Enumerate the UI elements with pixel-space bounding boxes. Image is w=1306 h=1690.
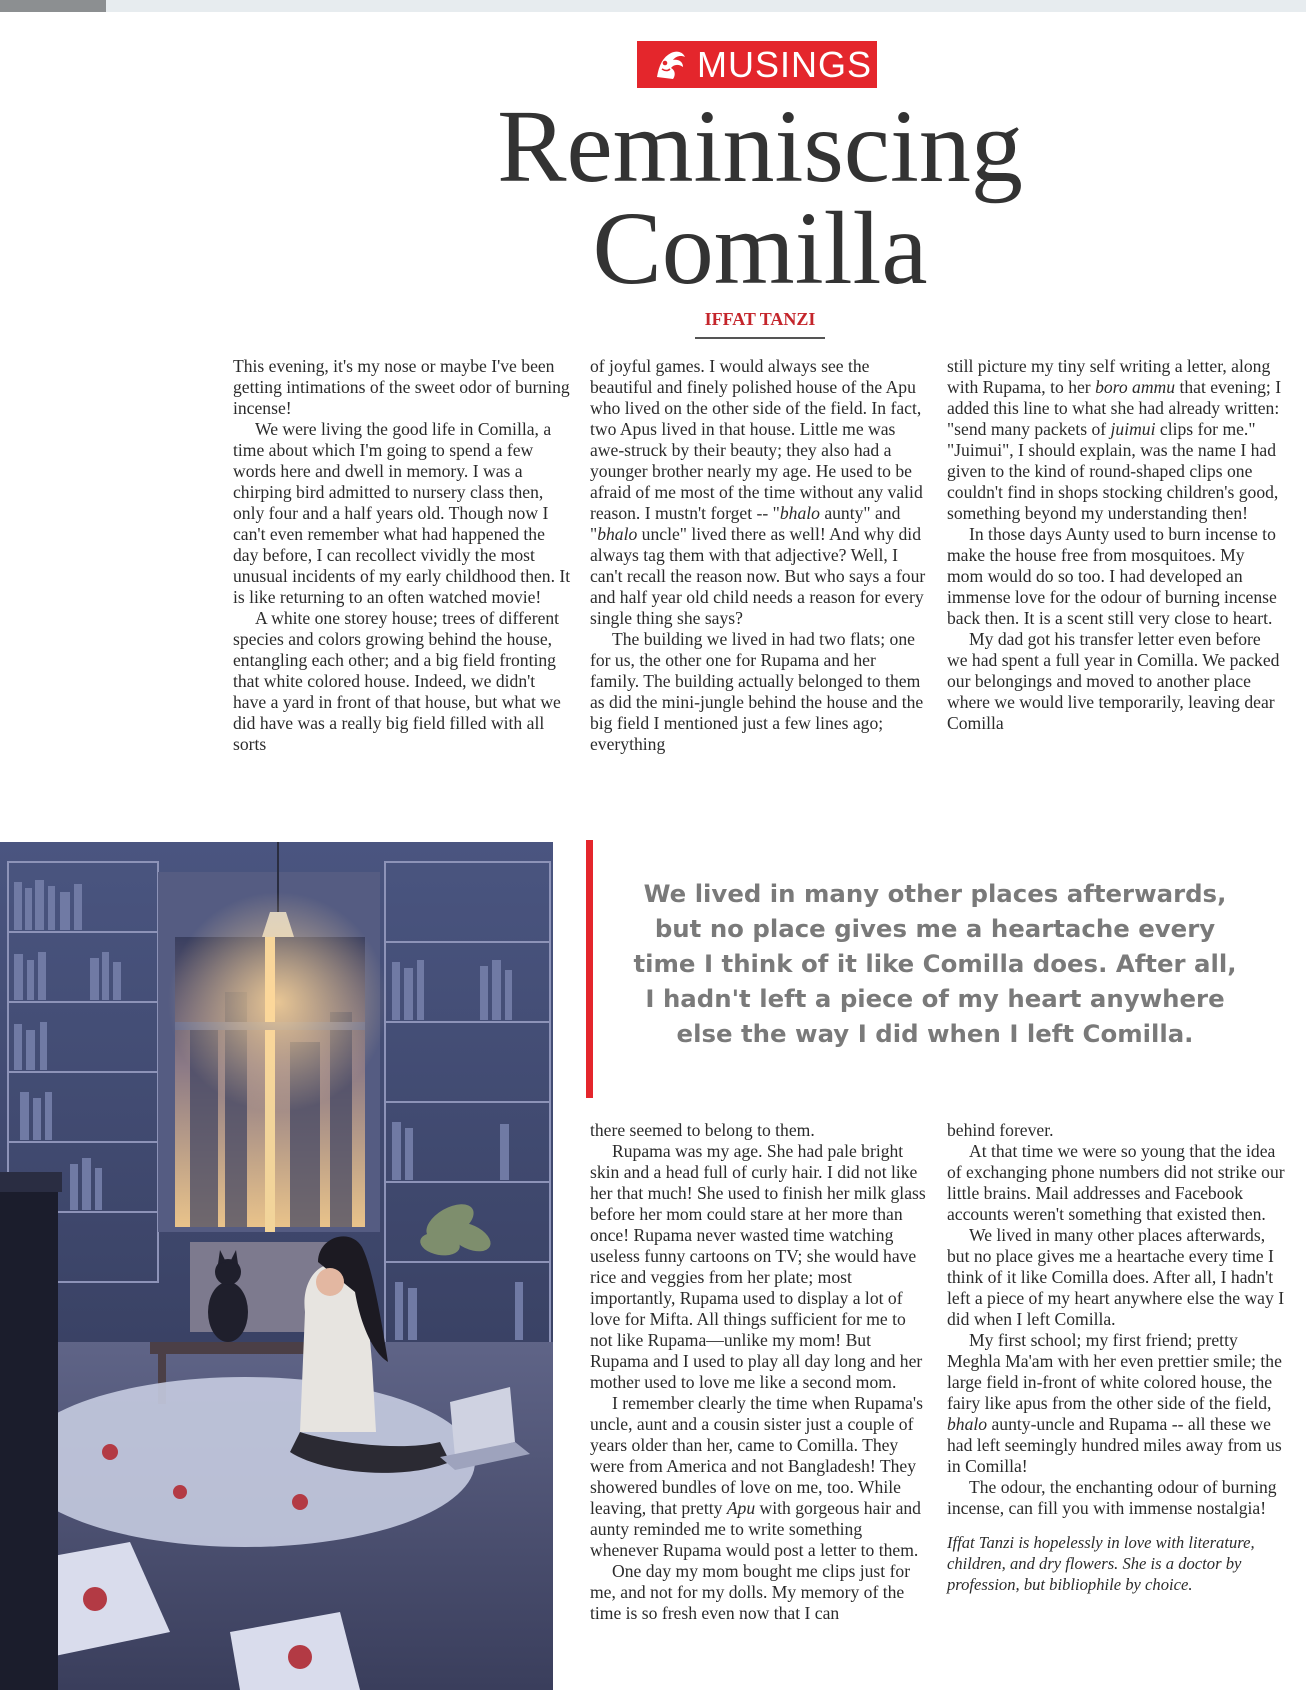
article-column-5 — [947, 1120, 1285, 1595]
pull-quote: We lived in many other places afterwards, but no place gives me a heartache every time I think of it like Comilla does. After all, I hadn't left a piece of my heart anywhere else the way I did when I left Comilla. — [633, 879, 1237, 1048]
pull-quote-bar — [586, 840, 593, 1098]
paragraph: behind forever. — [947, 1120, 1054, 1140]
musings-logo-icon — [653, 47, 689, 83]
headline: Reminiscing Comilla — [497, 89, 1023, 306]
paragraph: The building we lived in had two flats; one for us, the other one for Rupama and her family. The building actually belonged to them as did the mini-jungle behind the house and the big field I mentioned just a few lines ago; everything — [590, 629, 924, 754]
article-column-3 — [947, 356, 1285, 734]
paragraph: I remember clearly the time when Rupama's uncle, aunt and a cousin sister just a couple of years older than her, came to Comilla. They were from America and not Bangladesh! They showered bundles of love on me, too. While leaving, that pretty Apu with gorgeous hair and aunty reminded me to write something whenever Rupama would post a letter to them. — [590, 1393, 923, 1560]
author-bio: Iffat Tanzi is hopelessly in love with literature, children, and dry flowers. She is a doctor by profession, but bibliophile by choice. — [947, 1533, 1255, 1594]
section-tag — [637, 41, 877, 88]
byline: IFFAT TANZI — [704, 309, 816, 329]
paragraph: My dad got his transfer letter even before we had spent a full year in Comilla. We packed our belongings and moved to another place where we would live temporarily, leaving dear Comilla — [947, 629, 1280, 733]
paragraph: there seemed to belong to them. — [590, 1120, 815, 1140]
paragraph: My first school; my first friend; pretty Meghla Ma'am with her even prettier smile; the large field in-front of white colored house, the fairy like apus from the other side of the field, bhalo aunty-uncle and Rupama -- all these we had left seemingly hundred miles away from us in Comilla! — [947, 1330, 1282, 1476]
paragraph: Rupama was my age. She had pale bright skin and a head full of curly hair. I did not like her that much! She used to finish her milk glass before her mom could stare at her more than once! Rupama never wasted time watching useless funny cartoons on TV; she would have rice and veggies from her plate; most importantly, Rupama used to display a lot of love for Mifta. All things sufficient for me to not like Rupama—unlike my mom! But Rupama and I used to play all day long and her mother used to love me like a second mom. — [590, 1141, 926, 1392]
paragraph: In those days Aunty used to burn incense to make the house free from mosquitoes. My mom would do so too. I had developed an immense love for the odour of burning incense back then. It is a scent still very close to heart. — [947, 524, 1277, 628]
page-top-bar — [0, 0, 1306, 12]
paragraph: of joyful games. I would always see the beautiful and finely polished house of the Apu who lived on the other side of the field. In fact, two Apus lived in that house. Little me was awe-struck by their beauty; they also had a younger brother nearly my age. He used to be afraid of me most of the time without any valid reason. I mustn't forget -- "bhalo aunty" and "bhalo uncle" lived there as well! And why did always tag them with that adjective? Well, I can't recall the reason now. But who says a four and half year old child needs a reason for every single thing she says? — [590, 356, 926, 628]
page-top-bar-accent — [0, 0, 106, 12]
paragraph: still picture my tiny self writing a letter, along with Rupama, to her boro ammu that evening; I added this line to what she had already written: "send many packets of juimui clips for me." "Juimui", I should explain, was the name I had given to the kind of round-shaped clips one couldn't find in shops stocking children's good, something beyond my understanding then! — [947, 356, 1282, 523]
section-label: MUSINGS — [697, 44, 873, 85]
article-column-1 — [233, 356, 571, 755]
paragraph: We were living the good life in Comilla, a time about which I'm going to spend a few words here and dwell in memory. I was a chirping bird admitted to nursery class then, only four and a half years old. Though now I can't even remember what had happened the day before, I can recollect vividly the most unusual incidents of my early childhood then. It is like returning to an often watched movie! — [233, 419, 571, 607]
article-illustration — [0, 842, 553, 1690]
paragraph: The odour, the enchanting odour of burning incense, can fill you with immense nostalgia! — [947, 1477, 1277, 1518]
paragraph: We lived in many other places afterwards, but no place gives me a heartache every time I think of it like Comilla does. After all, I hadn't left a piece of my heart anywhere else the way I did when I left Comilla. — [947, 1225, 1285, 1329]
paragraph: At that time we were so young that the idea of exchanging phone numbers did not strike our little brains. Mail addresses and Facebook accounts weren't something that existed then. — [947, 1141, 1285, 1224]
article-column-4 — [590, 1120, 928, 1624]
article-column-2 — [590, 356, 928, 755]
paragraph: One day my mom bought me clips just for me, and not for my dolls. My memory of the time is so fresh even now that I can — [590, 1561, 911, 1623]
byline-rule — [695, 337, 825, 339]
paragraph: A white one storey house; trees of different species and colors growing behind the house, entangling each other; and a big field fronting that white colored house. Indeed, we didn't have a yard in front of that house, but what we did have was a really big field filled with all sorts — [233, 608, 561, 754]
paragraph: This evening, it's my nose or maybe I've been getting intimations of the sweet odor of burning incense! — [233, 356, 570, 418]
